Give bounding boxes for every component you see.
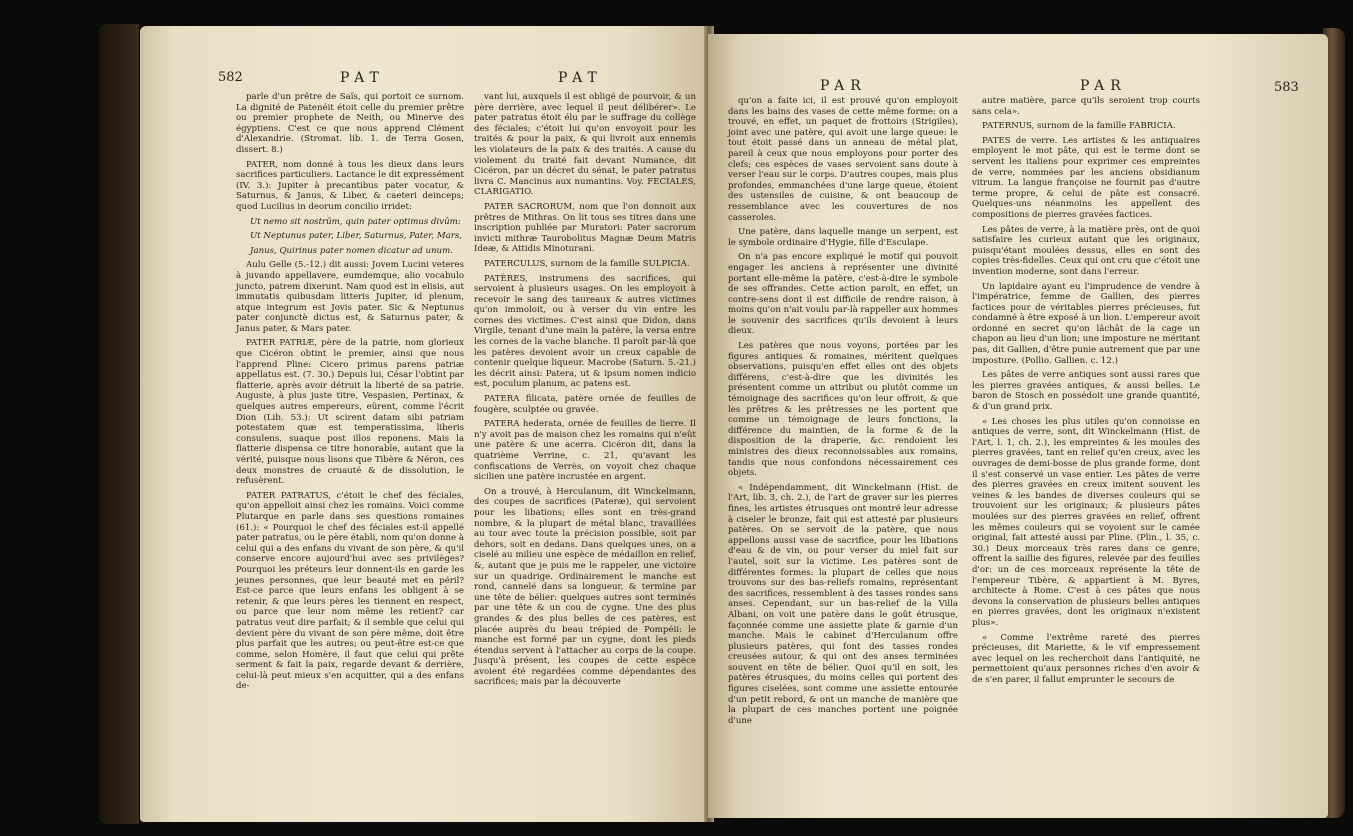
page-number: 582 [218,70,243,85]
paragraph: PATER, nom donné à tous les dieux dans leurs sacrifices particuliers. Lactance le dit expressément (IV. 3.): Jupiter à precantibus pater vocatur, & Saturnus, & Janus, & Liber, & caeteri deinceps; quod Lucilius in deorum concilio irridet: [236,159,464,212]
paragraph: vant lui, auxquels il est obligé de pourvoir, & un père derrière, avec lequel il peut délibérer». Le pater patratus étoit élu par le suffrage du collège des féciales; c'étoit lui qu'on envoyoit pour les traités & pour la paix, & qui livroit aux ennemis les violateurs de la paix & des traités. A cause du violement du traité fait devant Numance, dit Cicéron, par un décret du sénat, le pater patratus livra C. Mancinus aux numantins. Voy. FECIALES, CLARIGATIO. [474,92,696,198]
paragraph: autre matière, parce qu'ils seroient trop courts sans cela». [972,96,1200,117]
paragraph: Janus, Quirinus pater nomen dicatur ad unum. [250,245,453,256]
paragraph: PATÈRES, instrumens des sacrifices, qui servoient à plusieurs usages. On les employoit à recevoir le sang des taureaux & autres victimes qu'on immoloit, ou à verser du vin entre les cornes des victimes. C'est ainsi que Didon, dans Virgile, tenant d'une main la patère, la versa entre les cornes de la vache blanche. Il paroît par-là que les patères devoient avoir un creux capable de contenir quelque liqueur. Macrobe (Saturn. 5.-21.) les décrit ainsi: Patera, ut & ipsum nomen indicio est, poculum planum, ac patens est. [474,273,696,390]
paragraph: PATERA filicata, patère ornée de feuilles de fougère, sculptée ou gravée. [474,394,696,415]
text-column-2 [972,96,1200,689]
paragraph: « Comme l'extrême rareté des pierres précieuses, dit Mariette, & le vif empressement avec lequel on les recherchoit dans l'antiquité, ne permettoient qu'aux personnes riches d'en avoir & de s'en parer, il fallut emprunter le secours de [972,632,1200,685]
running-head-left: PAR [820,78,867,94]
paragraph: Les patères que nous voyons, portées par les figures antiques & romaines, méritent quelques observations, puisqu'en effet elles ont des objets différens, c'est-à-dire que les divinités les présentent comme un attribut ou plutôt comme un témoignage des sacrifices qu'on leur offroit, & que les prêtres & les prêtresses ne les portent que comme un témoignage de leurs fonctions, la différence du maintien, de la forme & de la disposition de la draperie, &c. rendoient les ministres des dieux reconnoissables aux romains, tandis que nous confondons nécessairement ces objets. [728,341,958,479]
paragraph: « Les choses les plus utiles qu'on connoisse en antiques de verre, sont, dit Winckelmann (Hist. de l'Art, l. 1, ch. 2.), les empreintes & les moules des pierres gravées, tant en relief qu'en creux, avec les ouvrages de demi-bosse de plus grande forme, dont il s'est conservé un vase entier. Les pâtes de verre des pierres gravées en creux imitent souvent les veines & les bandes de diverses couleurs qui se trouvoient sur les originaux; & plusieurs pâtes moulées sur des pierres gravées en relief, offrent les mêmes couleurs qui se voyoient sur le camée original, fait attesté aussi par Pline. (Plin., l. 35, c. 30.) Deux morceaux très rares dans ce genre, offrent la saillie des figures, relevée par des feuilles d'or: un de ces morceaux représente la tête de l'empereur Tibère, & appartient à M. Byres, architecte à Rome. C'est à ces pâtes que nous devons la conservation de plusieurs belles antiques en pierres gravées, dont les originaux n'existent plus». [972,416,1200,628]
right-page [708,34,1328,818]
paragraph: Les pâtes de verre, à la matière près, ont de quoi satisfaire les curieux autant que les originaux, puisqu'étant moulées dessus, elles en sont des copies très-fidelles. Ceux qui ont cru que c'étoit une invention moderne, sont dans l'erreur. [972,224,1200,277]
running-head-right: PAR [1080,78,1127,94]
running-head-right: PAT [558,70,603,86]
paragraph: Une patère, dans laquelle mange un serpent, est le symbole ordinaire d'Hygie, fille d'Esculape. [728,227,958,248]
book-cover-left [99,24,139,824]
paragraph: Ut nemo sit nostrûm, quin pater optimus divûm: [250,216,461,227]
paragraph: PATERCULUS, surnom de la famille SULPICIA. [484,258,690,269]
paragraph: Aulu Gelle (5.-12.) dit aussi: Jovem Lucini veteres à juvando appellavere, eumdemque, alio vocabulo juncto, patrem dixerunt. Nam quod est in elisis, aut immutatis quibusdam litteris Jupiter, id plenum, atque integrum est Jovis pater. Sic & Neptunus pater conjunctè dictus est, & Saturnus pater, & Janus pater, & Mars pater. [236,260,464,334]
paragraph: PATER PATRATUS, c'étoit le chef des féciales, qu'on appelloit ainsi chez les romains. Voici comme Plutarque en parle dans ses questions romaines (61.): « Pourquoi le chef des féciales est-il appellé pater patratus, ou le père établi, nom qu'on donne à celui qui a des enfans du vivant de son père, & qu'il conserve encore aujourd'hui avec ses privilèges? Pourquoi les préteurs leur donnent-ils en garde les jeunes personnes, que leur beauté met en péril? Est-ce parce que leurs enfans les obligent à se retenir, & que leurs pères les tiennent en respect, ou parce que leur nom même les retient? car patratus veut dire parfait; & il semble que celui qui devient père du vivant de son père même, doit être plus parfait que les autres; ou peut-être est-ce que comme, selon Homère, il faut que celui qui prête serment & fait la paix, regarde devant & derrière, celui-là peut mieux s'en acquitter, qui a des enfans de- [236,490,464,692]
paragraph: On n'a pas encore expliqué le motif qui pouvoit engager les anciens à représenter une divinité portant elle-même la patère, c'est-à-dire le symbole de ses offrandes. Cette action paroît, en effet, un contre-sens dont il est difficile de rendre raison, à moins qu'on n'ait voulu par-là rappeller aux hommes le souvenir des sacrifices qu'ils devoient à leurs dieux. [728,252,958,337]
paragraph: Un lapidaire ayant eu l'imprudence de vendre à l'impératrice, femme de Gallien, des pierres factices pour de véritables pierres précieuses, fut condamné à être exposé à un lion. L'empereur avoit ordonné en secret qu'on lâchât de la cage un chapon au lieu d'un lion; une imposture ne méritant pas, dit Gallien, d'être punie autrement que par une imposture. (Pollio. Gallien. c. 12.) [972,281,1200,366]
paragraph: PATER SACRORUM, nom que l'on donnoit aux prêtres de Mithras. On lit tous ses titres dans une inscription publiée par Muratori: Pater sacrorum invicti mithræ Taurobolitus Magnæ Deum Matris Ideæ, & Attidis Minoturani. [474,201,696,255]
paragraph: PATERNUS, surnom de la famille FABRICIA. [982,121,1176,132]
paragraph: parle d'un prêtre de Saïs, qui portoit ce surnom. La dignité de Patenéit étoit celle du premier prêtre ou premier prophete de Neith, ou Minerve des égyptiens. C'est ce que nous apprend Clément d'Alexandrie. (Stromat. lib. 1. de Terra Gosen, dissert. 8.) [236,92,464,155]
text-column-1 [728,96,958,730]
paragraph: Les pâtes de verre antiques sont aussi rares que les pierres gravées antiques, & aussi belles. Le baron de Stosch en possédoit une grande quantité, & d'un grand prix. [972,370,1200,413]
paragraph: Ut Neptunus pater, Liber, Saturnus, Pater, Mars, [250,231,463,242]
left-page [140,26,708,822]
running-head-left: PAT [340,70,385,86]
text-column-2 [474,92,696,692]
paragraph: On a trouvé, à Herculanum, dit Winckelmann, des coupes de sacrifices (Pateræ), qui servoient pour les libations; elles sont en très-grand nombre, & la plupart de métal blanc, travaillées au tour avec toute la précision possible, soit par dehors, soit en dedans. Dans quelques unes, on a ciselé au milieu une espèce de médaillon en relief, &, autant que je puis me le rappeler, une victoire sur un quadrige. Ordinairement le manche est rond, cannelé dans sa longueur, & termine par une tête de bélier: quelques autres sont terminés par une tête & un cou de cygne. Une des plus grandes & des plus belles de ces patères, est placée auprès du beau trépied de Pompéii: le manche est formé par un cygne, dont les pieds étendus servent à l'attacher au corps de la coupe. Jusqu'à présent, les coupes de cette espèce avoient été regardées comme dépendantes des sacrifices; mais par la découverte [474,486,696,688]
paragraph: PATER PATRIÆ, père de la patrie, nom glorieux que Cicéron obtint le premier, ainsi que nous l'apprend Pline: Cicero primus parens patriæ appellatus est. (7. 30.) Depuis lui, César l'obtint par flatterie, après avoir détruit la liberté de sa patrie. Auguste, à plus juste titre, Vespasien, Pertinax, & quelques autres empereurs, eûrent, comme l'écrit Dion (Lib. 53.): Ut scirent datam sibi patriam potestatem quæ est temperatissima, liberis consulens, suaque post illos reponens. Mais la flatterie dispensa ce titre honorable, autant que la vérité, puisque nous lisons que Tibère & Néron, ces deux monstres de cruauté & de dissolution, le refusèrent. [236,338,464,487]
paragraph: PATERA hederata, ornée de feuilles de lierre. Il n'y avoit pas de maison chez les romains qui n'eût une patère & une acerra. Cicéron dit, dans la quatrième Verrine, c. 21, qu'avant les confiscations de Verrès, on voyoit chez chaque sicilien une patère incrustée en argent. [474,419,696,483]
text-column-1 [236,92,464,696]
paragraph: « Indépendamment, dit Winckelmann (Hist. de l'Art, lib. 3, ch. 2.), de l'art de graver sur les pierres fines, les artistes étrusques ont montré leur adresse à ciseler le bronze, fait qui est attesté par plusieurs patères. On se servoit de la patère, que nous appellons aussi vase de sacrifice, pour les libations d'eau & de vin, ou pour verser du miel fait sur l'autel, soit sur la victime. Les patères sont de différentes formes: la plupart de celles que nous trouvons sur des bas-reliefs romains, représentant des sacrifices, ressemblent à des tasses rondes sans anses. Cependant, sur un bas-relief de la Villa Albani, on voit une patère dans le goût étrusque, façonnée comme une assiette plate & garnie d'un manche. Mais le cabinet d'Herculanum offre plusieurs patères, qui font des tasses rondes creusées autour, & qui ont des anses terminées souvent en tête de bélier. Quoi qu'il en soit, les patères étrusques, du moins celles qui portent des figures ciselées, sont comme une assiette entourée d'un petit rebord, & ont un manche de manière que la plupart de ces manches portent une poignée d'une [728,482,958,726]
page-number: 583 [1274,80,1299,95]
open-book [4,6,1349,830]
paragraph: qu'on a faite ici, il est prouvé qu'on employoit dans les bains des vases de cette même forme: on a trouvé, en effet, un paquet de frottoirs (Strigiles), joint avec une patère, qui avoit une large queue: le tout étoit passé dans un anneau de métal plat, pareil à ceux que nous employons pour porter des clefs; ces espèces de vases servoient sans doute à verser l'eau sur le corps. D'autres coupes, mais plus profondes, emmanchées d'une large queue, étoient des ustensiles de cuisine, & ont beaucoup de ressemblance avec les couvertures de nos casseroles. [728,96,958,223]
paragraph: PATES de verre. Les artistes & les antiquaires employent le mot pâte, qui est le terme dont se servent les italiens pour exprimer ces empreintes de verre, nommées par les anciens obsidianum vitrum. La langue françoise ne fournit pas d'autre terme propre, & celui de pâte est consacré. Quelques-uns néanmoins les appellent des compositions de pierres gravées factices. [972,135,1200,220]
